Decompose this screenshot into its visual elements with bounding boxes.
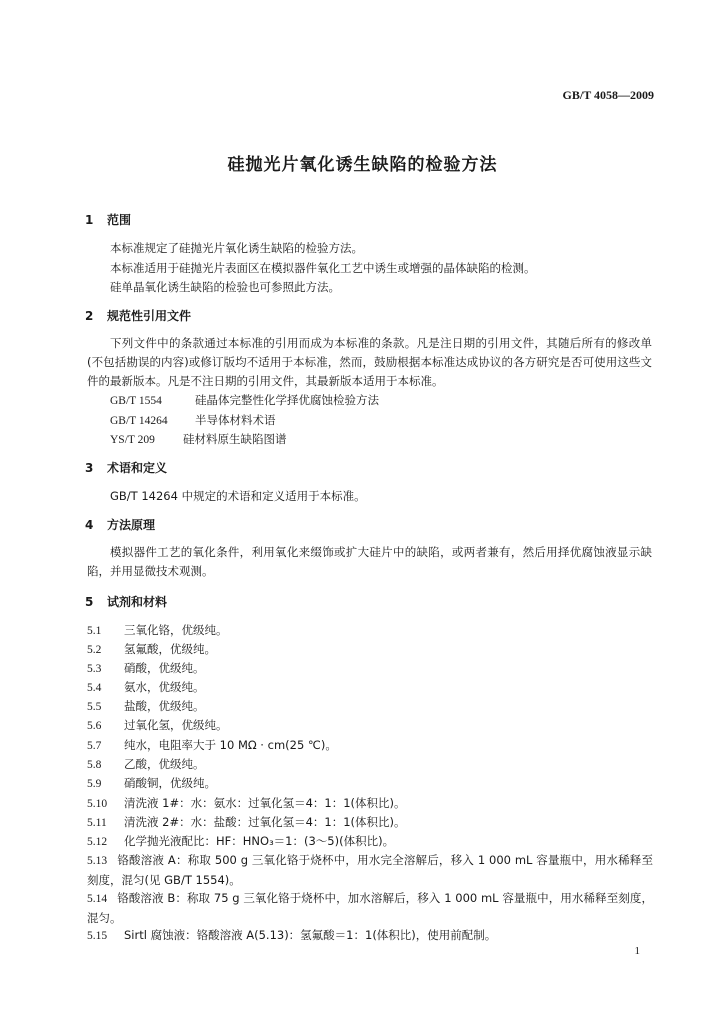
- item-text: Sirtl 腐蚀液：铬酸溶液 A(5.13)：氢氟酸＝1：1(体积比)，使用前配制。: [124, 928, 497, 942]
- reference-item: [110, 392, 379, 408]
- reagent-item: [87, 889, 653, 928]
- item-text: 清洗液 2#：水：盐酸：过氧化氢＝4：1：1(体积比)。: [124, 815, 406, 829]
- item-text: 铬酸溶液 A：称取 500 g 三氧化铬于烧杯中，用水完全溶解后，移入 1 000 mL 容量瓶中，用水稀释至刻度，混匀(见 GB/T 1554)。: [87, 853, 653, 887]
- reagent-item: [87, 814, 406, 830]
- reference-item: [110, 431, 287, 447]
- section-title: 术语和定义: [107, 461, 168, 475]
- item-number: 5.11: [87, 817, 107, 829]
- reference-code: YS/T 209: [110, 434, 155, 446]
- item-number: 5.1: [87, 625, 102, 637]
- reagent-item: [87, 795, 406, 811]
- reagent-item: [87, 833, 394, 849]
- reference-name: 硅晶体完整性化学择优腐蚀检验方法: [195, 393, 379, 407]
- reagent-item: [87, 775, 216, 791]
- item-number: 5.15: [87, 930, 108, 942]
- reagent-item: [87, 717, 228, 733]
- item-number: 5.6: [87, 720, 102, 732]
- section-heading-terms: [85, 459, 167, 476]
- paragraph: 本标准规定了硅抛光片氧化诱生缺陷的检验方法。: [110, 241, 363, 255]
- section-number: 4: [85, 518, 94, 532]
- item-text: 盐酸，优级纯。: [124, 699, 205, 713]
- item-number: 5.9: [87, 778, 102, 790]
- item-number: 5.4: [87, 682, 102, 694]
- page-number: 1: [634, 945, 640, 957]
- reference-code: GB/T 1554: [110, 395, 162, 407]
- section-title: 方法原理: [107, 518, 156, 532]
- section-title: 试剂和材料: [107, 595, 168, 609]
- reagent-item: [87, 641, 216, 657]
- reagent-item: [87, 927, 496, 943]
- section-heading-reagents: [85, 593, 167, 610]
- item-text: 三氧化铬，优级纯。: [124, 623, 228, 637]
- reagent-item: [87, 851, 653, 890]
- reference-code: GB/T 14264: [110, 415, 168, 427]
- reagent-item: [87, 737, 337, 753]
- item-number: 5.13: [87, 855, 108, 867]
- item-text: 硝酸，优级纯。: [124, 661, 205, 675]
- reference-item: [110, 412, 276, 428]
- item-text: 过氧化氢，优级纯。: [124, 718, 228, 732]
- item-text: 氢氟酸，优级纯。: [124, 642, 216, 656]
- item-number: 5.8: [87, 759, 102, 771]
- section-number: 3: [85, 461, 94, 475]
- item-number: 5.12: [87, 836, 108, 848]
- item-text: 化学抛光液配比：HF：HNO₃＝1：(3～5)(体积比)。: [124, 834, 395, 848]
- paragraph: 模拟器件工艺的氧化条件，利用氧化来缀饰或扩大硅片中的缺陷，或两者兼有，然后用择优腐蚀液显示缺陷，并用显微技术观测。: [87, 545, 652, 578]
- standard-number: GB/T 4058—2009: [562, 88, 654, 102]
- item-text: 纯水，电阻率大于 10 MΩ · cm(25 ℃)。: [124, 738, 337, 752]
- reagent-item: [87, 698, 205, 714]
- reagent-item: [87, 660, 205, 676]
- document-title: 硅抛光片氧化诱生缺陷的检验方法: [227, 155, 498, 175]
- reference-name: 硅材料原生缺陷图谱: [183, 432, 287, 446]
- item-number: 5.10: [87, 798, 108, 810]
- reagent-item: [87, 622, 228, 638]
- item-number: 5.2: [87, 644, 102, 656]
- paragraph: 下列文件中的条款通过本标准的引用而成为本标准的条款。凡是注日期的引用文件，其随后所有的修改单(不包括勘误的内容)或修订版均不适用于本标准，然而，鼓励根据本标准达成协议的各方研究是否可使用这些文件的最新版本。凡是不注日期的引用文件，其最新版本适用于本标准。: [87, 336, 652, 388]
- item-number: 5.7: [87, 740, 102, 752]
- item-text: 清洗液 1#：水：氨水：过氧化氢＝4：1：1(体积比)。: [124, 796, 406, 810]
- paragraph: 硅单晶氧化诱生缺陷的检验也可参照此方法。: [110, 280, 340, 294]
- section-heading-normative-references: [85, 307, 191, 324]
- item-number: 5.3: [87, 663, 102, 675]
- section-title: 范围: [107, 213, 132, 227]
- item-number: 5.14: [87, 893, 108, 905]
- section-heading-scope: [85, 211, 131, 228]
- section-number: 1: [85, 213, 94, 227]
- reference-name: 半导体材料术语: [195, 413, 276, 427]
- item-text: 铬酸溶液 B：称取 75 g 三氧化铬于烧杯中，加水溶解后，移入 1 000 mL 容量瓶中，用水稀释至刻度，混匀。: [87, 891, 653, 925]
- section-heading-principle: [85, 516, 155, 533]
- reagent-item: [87, 679, 205, 695]
- reagent-item: [87, 756, 205, 772]
- item-text: 氨水，优级纯。: [124, 680, 205, 694]
- item-text: 硝酸铜，优级纯。: [124, 776, 216, 790]
- section-number: 2: [85, 309, 94, 323]
- item-text: 乙酸，优级纯。: [124, 757, 205, 771]
- section-number: 5: [85, 595, 94, 609]
- item-number: 5.5: [87, 701, 102, 713]
- paragraph: 本标准适用于硅抛光片表面区在模拟器件氧化工艺中诱生或增强的晶体缺陷的检测。: [110, 261, 536, 275]
- paragraph: GB/T 14264 中规定的术语和定义适用于本标准。: [110, 489, 366, 503]
- section-title: 规范性引用文件: [107, 309, 192, 323]
